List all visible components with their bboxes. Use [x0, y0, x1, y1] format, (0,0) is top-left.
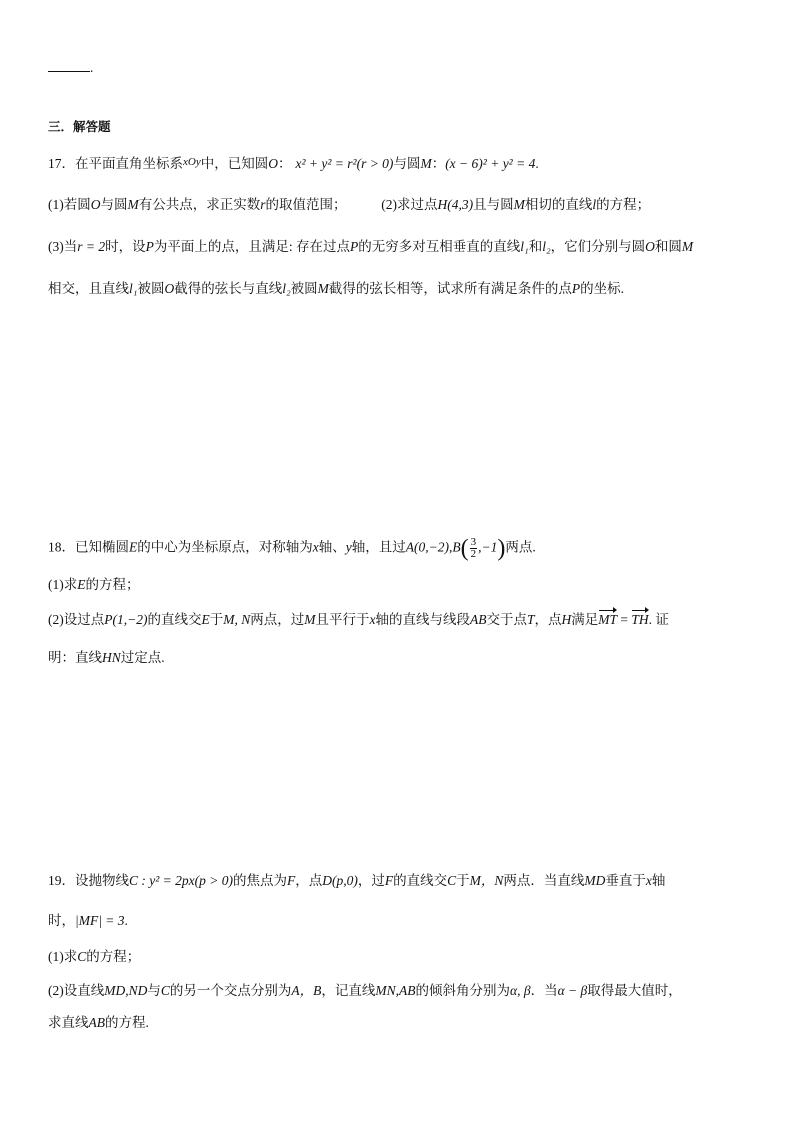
q19-stem-line1 [48, 871, 665, 891]
q19-p2-text: 的方程. [105, 1015, 149, 1030]
q17-p3-text: (3)当 [48, 239, 78, 254]
fraction [470, 537, 478, 560]
q18-p2-text: 的直线交 [147, 612, 202, 627]
q18-text: 18．已知椭圆 [48, 539, 129, 555]
q17-part-3-line2 [48, 279, 624, 299]
q17-p3-text: 被圆 [290, 281, 318, 296]
q19-math: M，N [469, 873, 504, 888]
q19-p1-text: (1)求 [48, 949, 78, 964]
left-paren: ( [460, 535, 469, 562]
q17-math: M [420, 156, 432, 171]
q17-p3-text: 和 [528, 239, 543, 254]
q18-p1-math: E [77, 577, 86, 592]
q17-p3-math: l₂ [282, 281, 291, 296]
q17-stem [48, 152, 539, 174]
q19-math: |MF| = 3 [75, 913, 125, 928]
q18-p2-math: M, N [223, 612, 251, 627]
q18-part-2-line1 [48, 610, 669, 630]
q17-p3-text: 为平面上的点，且满足: 存在过点 [153, 239, 351, 254]
q19-part-1 [48, 947, 140, 967]
q19-math: MD [584, 873, 606, 888]
q18-part-1 [48, 575, 140, 595]
section-heading: 三．解答题 [48, 119, 111, 134]
q19-part-2-line2 [48, 1013, 149, 1033]
q18-p2-math: x [369, 612, 376, 627]
previous-answer-blank-line [48, 58, 93, 78]
q18-math-points: A(0,−2),B [405, 539, 461, 555]
q17-p3-text: ，它们分别与圆 [550, 239, 646, 254]
q18-text: 轴、 [318, 539, 346, 555]
q19-math: F [287, 873, 296, 888]
q17-p3-math: P [145, 239, 154, 254]
q18-p2-text: 过定点. [120, 650, 165, 665]
q19-text: 的焦点为 [233, 873, 287, 888]
q19-p2-text: 取得最大值时， [587, 983, 682, 998]
q18-math: E [129, 539, 138, 555]
q17-p3-math: P [571, 281, 581, 296]
q19-text: 垂直于 [605, 873, 646, 888]
q17-p3-text: 相交，且直线 [48, 281, 129, 296]
q18-math: y [345, 539, 352, 555]
q18-p2-math: = [617, 612, 632, 627]
q18-math: ,−1 [478, 539, 498, 555]
q17-text: ： [277, 156, 292, 171]
q19-math: D(p,0) [322, 873, 358, 888]
q17-p1-text: 与圆 [100, 197, 128, 212]
q18-p2-text: 于 [209, 612, 224, 627]
q19-p2-text: 求直线 [48, 1015, 89, 1030]
q17-text: 17．在平面直角坐标系 [48, 156, 183, 171]
q18-p1-text: 的方程； [85, 577, 140, 592]
q19-text: 于 [456, 873, 470, 888]
q19-p1-text: 的方程； [86, 949, 141, 964]
q19-text: 时， [48, 913, 75, 928]
q18-text: 的中心为坐标原点，对称轴为 [137, 539, 313, 555]
q18-math: x [312, 539, 319, 555]
q17-p2-text: 相切的直线 [524, 197, 593, 212]
q19-text: 两点．当直线 [503, 873, 585, 888]
q19-p2-text: ．当 [530, 983, 558, 998]
q18-p2-text: 两点，过 [250, 612, 305, 627]
q17-p1-math: O [90, 197, 101, 212]
q17-p3-text: 截得的弦长相等，试求所有满足条件的点 [328, 281, 572, 296]
q19-p2-math: α − β [557, 983, 588, 998]
q18-p2-text: 交于点 [486, 612, 527, 627]
q17-p3-math: M [681, 239, 694, 254]
q17-p3-math: l₂ [542, 239, 551, 254]
q19-text: 的直线交 [393, 873, 448, 888]
q18-p2-text: 且平行于 [315, 612, 370, 627]
q17-text: ： [431, 156, 446, 171]
q17-p2-text: 的方程； [596, 197, 651, 212]
q18-p2-text: . 证 [648, 612, 669, 627]
q18-p2-text: 满足 [571, 612, 599, 627]
q19-p2-math: A，B [291, 983, 322, 998]
vector-th: TH [631, 610, 648, 630]
answer-blank [48, 59, 90, 72]
q17-p2-math: M [513, 197, 525, 212]
q19-p2-text: ，记直线 [321, 983, 376, 998]
q19-p2-math: MN,AB [375, 983, 416, 998]
q17-p2-text: 且与圆 [473, 197, 514, 212]
q17-text: 与圆 [393, 156, 421, 171]
q17-p1-text: (1)若圆 [48, 197, 91, 212]
q19-text: ，过 [357, 873, 385, 888]
q17-p2-math: l [592, 197, 597, 212]
q18-p2-math: T [526, 612, 535, 627]
q19-text: 19．设抛物线 [48, 873, 129, 888]
q17-part-3-line1 [48, 237, 693, 257]
q17-p1-math: r [260, 197, 266, 212]
q19-p2-text: 的另一个交点分别为 [169, 983, 292, 998]
q17-p3-math: P [350, 239, 359, 254]
q18-p2-math: M [304, 612, 316, 627]
q18-p1-text: (1)求 [48, 577, 78, 592]
q17-p3-math: l₁ [520, 239, 529, 254]
q19-text: 轴 [651, 873, 666, 888]
q18-stem [48, 537, 536, 560]
q18-p2-math: HN [102, 650, 121, 665]
q19-p1-math: C [77, 949, 87, 964]
q17-math-circle-o-eq: x² + y² = r²(r > 0) [295, 156, 394, 171]
q17-p1-text: 有公共点，求正实数 [138, 197, 261, 212]
q18-text: 轴，且过 [351, 539, 406, 555]
q19-p2-math: MD,ND [104, 983, 148, 998]
q19-p2-text: (2)设直线 [48, 983, 105, 998]
q18-p2-math: P(1,−2) [104, 612, 148, 627]
vector-mt: MT [598, 610, 617, 630]
q19-math: F [384, 873, 394, 888]
q17-p3-math: O [164, 281, 175, 296]
q18-part-2-line2 [48, 648, 165, 668]
q17-p3-text: 被圆 [137, 281, 165, 296]
q17-p3-text: 的无穷多对互相垂直的直线 [358, 239, 521, 254]
q19-math: x [645, 873, 652, 888]
q17-p3-text: 和圆 [654, 239, 682, 254]
q18-text: 两点. [505, 539, 536, 555]
q17-p3-math: r = 2 [77, 239, 106, 254]
q19-p2-math: AB [88, 1015, 105, 1030]
q18-p2-text: 轴的直线与线段 [375, 612, 470, 627]
q17-p1-text: 的取值范围； [265, 197, 347, 212]
q17-p2-math: H(4,3) [437, 197, 474, 212]
fraction-numerator: 3 [470, 536, 477, 548]
q17-p3-math: M [317, 281, 329, 296]
q17-p2-text: (2)求过点 [381, 197, 438, 212]
q19-text: ，点 [295, 873, 323, 888]
fraction-denominator: 2 [470, 548, 477, 560]
q17-p3-text: 时，设 [105, 239, 146, 254]
q19-math: C [447, 873, 457, 888]
q19-part-2-line1 [48, 981, 682, 1001]
q18-p2-math: E [201, 612, 210, 627]
q17-text: 中，已知圆 [200, 156, 269, 171]
q17-math-xoy: xOy [183, 156, 201, 168]
q17-parts-1-2 [48, 195, 650, 215]
q19-math-parabola-eq: C : y² = 2px(p > 0) [129, 873, 233, 888]
q17-p3-math: l₁ [129, 281, 138, 296]
q19-p2-text: 与 [147, 983, 161, 998]
q19-p2-text: 的倾斜角分别为 [415, 983, 511, 998]
q17-math: O [268, 156, 278, 171]
q17-p3-math: O [645, 239, 655, 254]
q17-p1-math: M [127, 197, 139, 212]
q19-p2-math: C [160, 983, 170, 998]
q17-text: . [535, 156, 539, 171]
q19-text: . [124, 913, 128, 928]
q19-stem-line2 [48, 911, 128, 931]
q17-p3-text: 截得的弦长与直线 [174, 281, 283, 296]
right-paren: ) [497, 535, 506, 562]
q18-p2-text: 明：直线 [48, 650, 102, 665]
q17-math-circle-m-eq: (x − 6)² + y² = 4 [445, 156, 536, 171]
period: . [90, 60, 94, 75]
q18-p2-text: ，点 [534, 612, 562, 627]
q18-p2-text: (2)设过点 [48, 612, 105, 627]
q18-p2-math: AB [469, 612, 487, 627]
q17-p3-text: 的坐标. [580, 281, 625, 296]
q19-p2-math: α, β [510, 983, 531, 998]
q18-p2-math: H [561, 612, 572, 627]
